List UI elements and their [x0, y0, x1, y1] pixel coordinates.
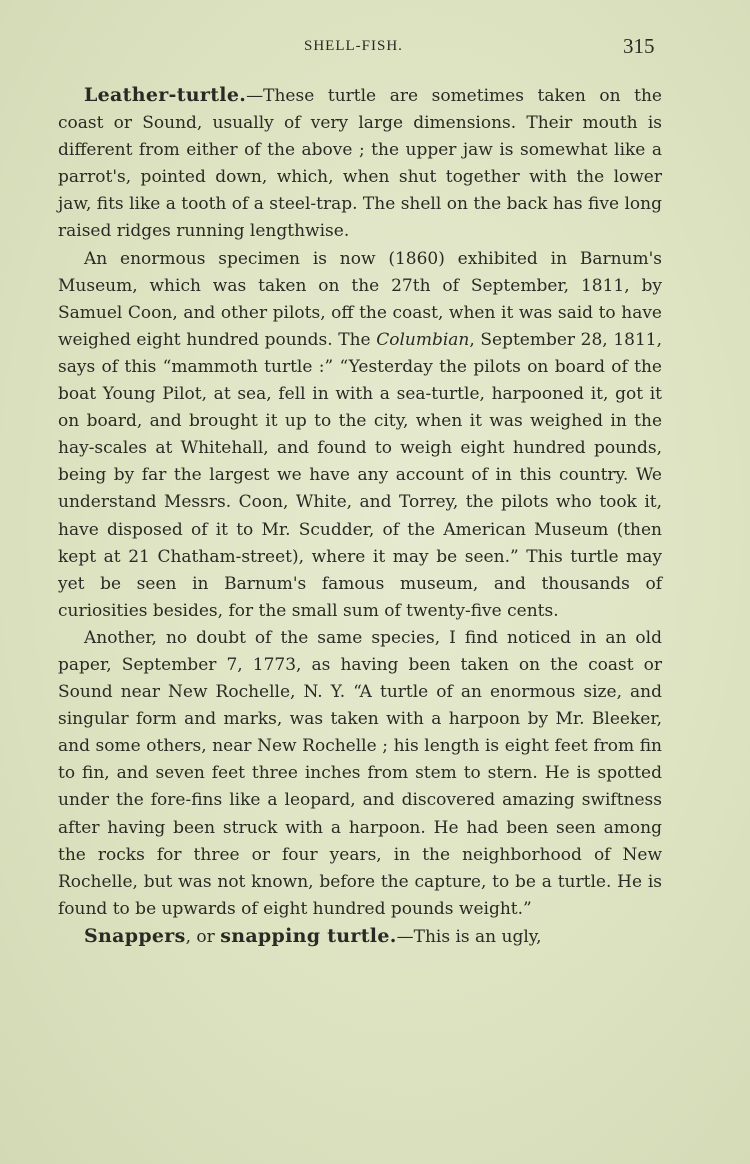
paragraph-text: , September 28, 1811, says of this “mammoth turtle :” “Yesterday the pilots on board of the boat Young Pilot, at sea, fell in with a sea-turtle, harpooned it, got it on board, and brought it up to the city, when it was weighed in the hay-scales at Whitehall, and found to weigh eight hundred pounds, being by far the largest we have any account of in this country. We understand Messrs. Coon, White, and Torrey, the pilots who took it, have disposed of it to Mr. Scudder, of the American Museum (then kept at 21 Chatham-street), where it may be seen.” This turtle may yet be seen in Barnum's famous museum, and thousands of curiosities besides, for the small sum of twenty-five cents.: [58, 329, 662, 621]
paragraph-new-rochelle: [58, 625, 662, 923]
paragraph-text: —These turtle are sometimes taken on the coast or Sound, usually of very large dimensions. Their mouth is different from either of the above ; the upper jaw is somewhat like a parrot's, pointed down, which, when shut together with the lower jaw, fits like a tooth of a steel-trap. The shell on the back has five long raised ridges running lengthwise.: [58, 86, 662, 242]
paragraph-leather-turtle: [58, 82, 662, 246]
body-text: [58, 82, 662, 951]
paragraph-text: An enormous specimen is now (1860) exhibited in Barnum's Museum, which was taken on the 27th of September, 1811, by Samuel Coon, and other pilots, off the coast, when it was said to have weighed eight hundred pounds. The: [58, 248, 662, 350]
section-heading-snappers: Snappers: [84, 924, 186, 947]
paragraph-snappers: [58, 923, 662, 951]
page-number: 315: [623, 34, 655, 58]
paragraph-barnum-specimen: [58, 246, 662, 625]
section-heading-snapping-turtle: snapping turtle.: [220, 924, 397, 947]
newspaper-title: Columbian: [376, 329, 470, 350]
paragraph-text: , or: [185, 926, 221, 947]
running-title: SHELL-FISH.: [304, 38, 403, 54]
section-heading-leather-turtle: Leather-turtle.: [84, 84, 247, 106]
paragraph-text: —This is an ugly,: [396, 926, 542, 947]
paragraph-text: Another, no doubt of the same species, I find noticed in an old paper, September 7, 1773, as having been taken on the coast or Sound near New Rochelle, N. Y. “A turtle of an enormous size, and singular form and marks, was taken with a harpoon by Mr. Bleeker, and some others, near New Rochelle ; his length is eight feet from fin to fin, and seven feet three inches from stem to stern. He is spotted under the fore-fins like a leopard, and discovered amazing swiftness after having been struck with a harpoon. He had been seen among the rocks for three or four years, in the neighborhood of New Rochelle, but was not known, before the capture, to be a turtle. He is found to be upwards of eight hundred pounds weight.”: [58, 627, 662, 919]
page-header: [0, 34, 750, 60]
